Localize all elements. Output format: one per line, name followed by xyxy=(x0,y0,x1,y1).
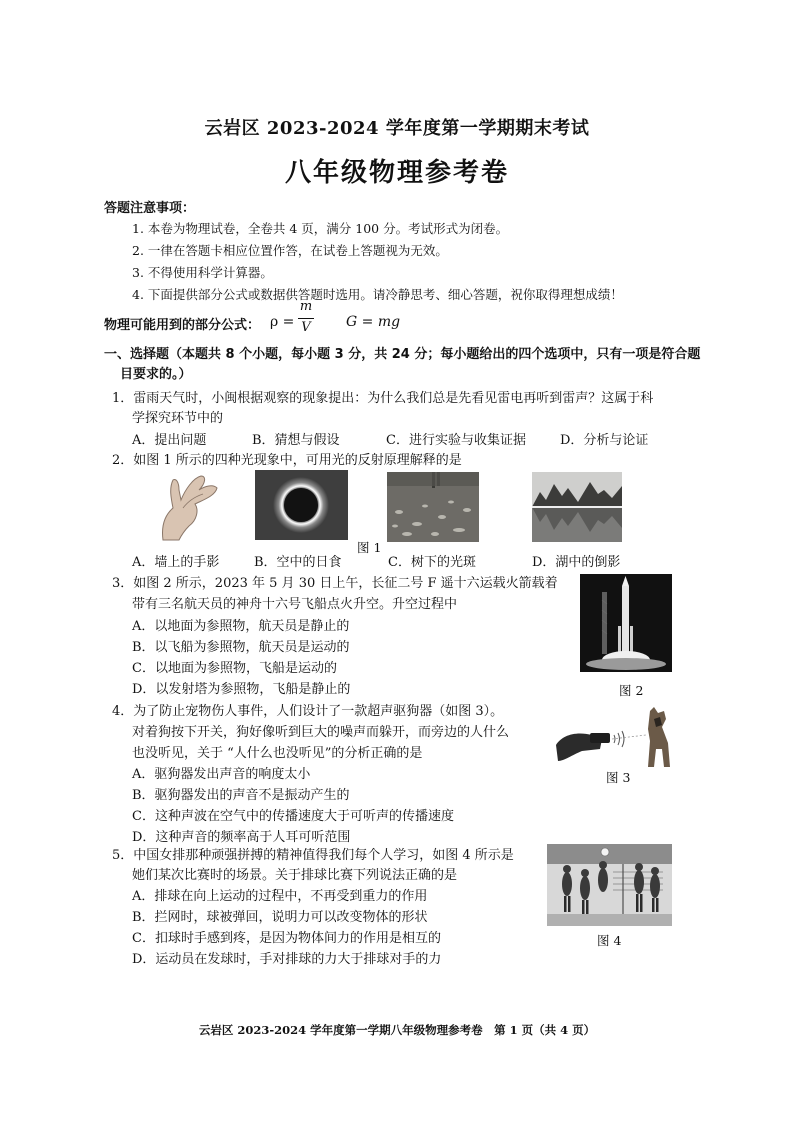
q5-option-d: D．运动员在发球时，手对排球的力大于排球对手的力 xyxy=(132,952,442,967)
question-2: 2．如图 1 所示的四种光现象中，可用光的反射原理解释的是 xyxy=(112,453,462,468)
figure-3-caption: 图 3 xyxy=(606,770,631,785)
q3-option-b: B．以飞船为参照物，航天员是运动的 xyxy=(132,640,350,655)
exam-title: 云岩区 2023-2024 学年度第一学期期末考试 xyxy=(204,118,590,139)
question-5: 5．中国女排那种顽强拼搏的精神值得我们每个人学习，如图 4 所示是 xyxy=(112,848,514,863)
formula-gravity: G = mg xyxy=(346,314,401,330)
q2-option-c: C．树下的光斑 xyxy=(388,555,476,570)
q1-option-a: A．提出问题 xyxy=(132,433,207,448)
note-item: 4. 下面提供部分公式或数据供答题时选用。请冷静思考、细心答题，祝你取得理想成绩！ xyxy=(132,287,623,302)
q3-option-d: D．以发射塔为参照物，飞船是静止的 xyxy=(132,682,351,697)
note-item: 2. 一律在答题卡相应位置作答，在试卷上答题视为无效。 xyxy=(132,243,448,258)
formula-numerator: m xyxy=(299,299,313,314)
solar-eclipse-image xyxy=(255,470,348,540)
question-5-cont: 她们某次比赛时的场景。关于排球比赛下列说法正确的是 xyxy=(132,868,458,883)
q2-option-b: B．空中的日食 xyxy=(254,555,342,570)
q4-option-c: C．这种声波在空气中的传播速度大于可听声的传播速度 xyxy=(132,809,454,824)
q1-option-d: D．分析与论证 xyxy=(560,433,649,448)
q1-option-c: C．进行实验与收集证据 xyxy=(386,433,526,448)
question-4-cont: 对着狗按下开关，狗好像听到巨大的噪声而躲开，而旁边的人什么 xyxy=(132,725,510,740)
q3-option-c: C．以地面为参照物，飞船是运动的 xyxy=(132,661,337,676)
question-1: 1．雷雨天气时，小闽根据观察的现象提出：为什么我们总是先看见雷电再听到雷声？这属于科 xyxy=(112,391,654,406)
question-1-cont: 学探究环节中的 xyxy=(132,411,224,426)
note-item: 3. 不得使用科学计算器。 xyxy=(132,265,273,280)
dog-repeller-image xyxy=(552,705,676,771)
q5-option-c: C．扣球时手感到疼，是因为物体间力的作用是相互的 xyxy=(132,931,441,946)
formula-label: 物理可能用到的部分公式： xyxy=(104,318,261,333)
q4-option-a: A．驱狗器发出声音的响度太小 xyxy=(132,767,311,782)
figure-1-caption: 图 1 xyxy=(357,540,382,555)
hand-shadow-image xyxy=(143,470,233,542)
paper-title: 八年级物理参考卷 xyxy=(284,158,509,188)
figure-2-caption: 图 2 xyxy=(619,683,644,698)
volleyball-match-image xyxy=(547,844,672,926)
question-4-cont2: 也没听见，关于 “人什么也没听见”的分析正确的是 xyxy=(132,746,423,761)
q4-option-b: B．驱狗器发出的声音不是振动产生的 xyxy=(132,788,350,803)
q5-option-a: A．排球在向上运动的过程中，不再受到重力的作用 xyxy=(132,889,428,904)
figure-4-caption: 图 4 xyxy=(597,933,622,948)
page-footer: 云岩区 2023-2024 学年度第一学期八年级物理参考卷 第 1 页（共 4 页） xyxy=(198,1023,596,1037)
question-3: 3．如图 2 所示，2023 年 5 月 30 日上午，长征二号 F 遥十六运载火箭载着 xyxy=(112,576,558,591)
section-heading: 一、选择题（本题共 8 个小题，每小题 3 分，共 24 分；每小题给出的四个选项中，只有一项是符合题 xyxy=(104,347,701,362)
tree-light-spots-image xyxy=(387,472,479,542)
question-3-cont: 带有三名航天员的神舟十六号飞船点火升空。升空过程中 xyxy=(132,597,458,612)
lake-reflection-image xyxy=(532,472,622,542)
q2-option-d: D．湖中的倒影 xyxy=(532,555,621,570)
formula-rho: ρ = xyxy=(270,314,295,330)
rocket-launch-image xyxy=(580,574,672,672)
fraction-bar xyxy=(298,318,314,319)
q3-option-a: A．以地面为参照物，航天员是静止的 xyxy=(132,619,350,634)
q4-option-d: D．这种声音的频率高于人耳可听范围 xyxy=(132,830,351,845)
q2-option-a: A．墙上的手影 xyxy=(132,555,220,570)
formula-denominator: V xyxy=(301,320,311,335)
q5-option-b: B．拦网时，球被弹回，说明力可以改变物体的形状 xyxy=(132,910,428,925)
notes-heading: 答题注意事项： xyxy=(104,201,196,216)
note-item: 1. 本卷为物理试卷，全卷共 4 页，满分 100 分。考试形式为闭卷。 xyxy=(132,221,509,236)
section-heading-cont: 目要求的。） xyxy=(120,367,192,382)
q1-option-b: B．猜想与假设 xyxy=(252,433,340,448)
question-4: 4．为了防止宠物伤人事件，人们设计了一款超声驱狗器（如图 3）。 xyxy=(112,704,504,719)
